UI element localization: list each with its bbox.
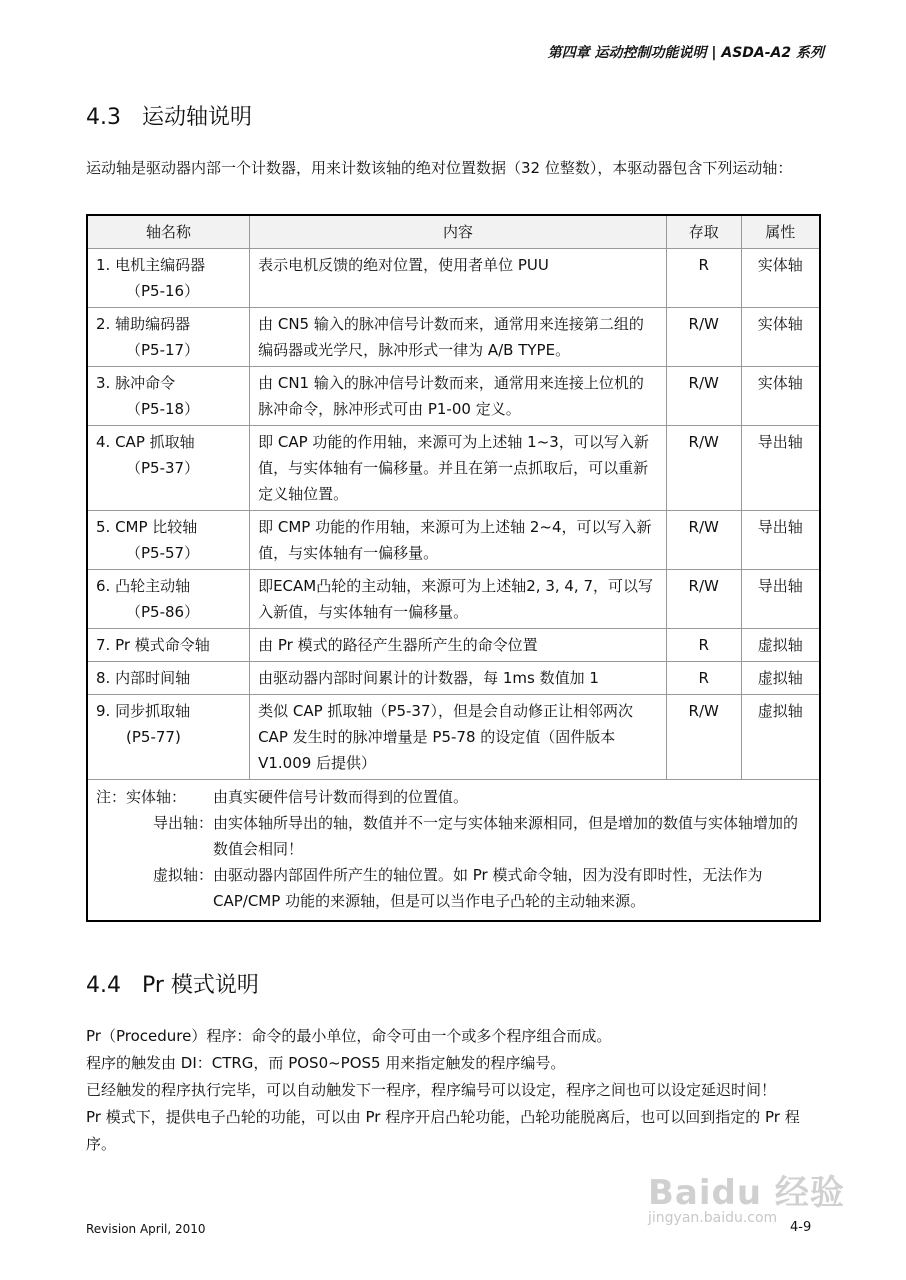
notes-row <box>87 780 820 922</box>
axis-description: 即 CAP 功能的作用轴，来源可为上述轴 1~3，可以写入新值，与实体轴有一偏移量。并且在第一点抓取后，可以重新定义轴位置。 <box>250 426 667 511</box>
note-derived-axis <box>96 810 811 862</box>
table-row <box>87 308 820 367</box>
footer-page-number: 4-9 <box>790 1220 812 1235</box>
axis-description: 由 CN1 输入的脉冲信号计数而来，通常用来连接上位机的脉冲命令，脉冲形式可由 P1-00 定义。 <box>250 367 667 426</box>
axis-description: 由 Pr 模式的路径产生器所产生的命令位置 <box>250 629 667 662</box>
axis-access: R/W <box>666 570 741 629</box>
axis-param: (P5-77) <box>126 728 181 746</box>
axis-access: R/W <box>666 308 741 367</box>
axis-name: 6. 凸轮主动轴 <box>96 577 191 595</box>
axis-name-cell <box>87 249 250 308</box>
intro-paragraph: 运动轴是驱动器内部一个计数器，用来计数该轴的绝对位置数据（32 位整数），本驱动器包含下列运动轴： <box>86 159 793 177</box>
column-header-content: 内容 <box>250 215 667 249</box>
note-label: 导出轴： <box>152 814 213 832</box>
axis-attribute: 实体轴 <box>741 367 820 426</box>
note-physical-axis <box>96 784 811 810</box>
axis-attribute: 虚拟轴 <box>741 662 820 695</box>
axis-attribute: 实体轴 <box>741 308 820 367</box>
axis-description: 表示电机反馈的绝对位置，使用者单位 PUU <box>250 249 667 308</box>
table-row <box>87 662 820 695</box>
axis-name: 9. 同步抓取轴 <box>96 702 191 720</box>
axis-access: R <box>666 662 741 695</box>
axis-param: （P5-37） <box>126 459 200 477</box>
page-header: 第四章 运动控制功能说明 | ASDA-A2 系列 <box>547 45 824 61</box>
watermark-brand: Baidu 经验 <box>648 1173 845 1213</box>
axis-name-cell <box>87 695 250 780</box>
axis-name: 5. CMP 比较轴 <box>96 518 198 536</box>
axis-name-cell <box>87 367 250 426</box>
column-header-attribute: 属性 <box>741 215 820 249</box>
table-row <box>87 695 820 780</box>
axis-attribute: 导出轴 <box>741 570 820 629</box>
axis-access: R/W <box>666 511 741 570</box>
table-row <box>87 249 820 308</box>
section-4-3-heading <box>86 100 252 131</box>
table-row <box>87 511 820 570</box>
axis-access: R <box>666 249 741 308</box>
section-title: Pr 模式说明 <box>142 973 259 998</box>
axis-name-cell <box>87 570 250 629</box>
axis-access: R/W <box>666 367 741 426</box>
axis-name: 7. Pr 模式命令轴 <box>96 636 210 654</box>
axis-name: 1. 电机主编码器 <box>96 256 206 274</box>
axis-description: 由驱动器内部时间累计的计数器，每 1ms 数值加 1 <box>250 662 667 695</box>
note-text: 由实体轴所导出的轴，数值并不一定与实体轴来源相同，但是增加的数值与实体轴增加的数值会相同！ <box>213 814 799 858</box>
note-text: 由真实硬件信号计数而得到的位置值。 <box>213 788 469 806</box>
axis-name: 2. 辅助编码器 <box>96 315 191 333</box>
pr-mode-description <box>86 1023 821 1158</box>
axis-name-cell <box>87 511 250 570</box>
table-row <box>87 570 820 629</box>
axis-param: （P5-17） <box>126 341 200 359</box>
pr-paragraph: Pr 模式下，提供电子凸轮的功能，可以由 Pr 程序开启凸轮功能，凸轮功能脱离后，也可以回到指定的 Pr 程序。 <box>86 1108 800 1153</box>
axis-access: R/W <box>666 426 741 511</box>
column-header-access: 存取 <box>666 215 741 249</box>
footer-revision: Revision April, 2010 <box>86 1222 206 1236</box>
axis-description: 由 CN5 输入的脉冲信号计数而来，通常用来连接第二组的编码器或光学尺，脉冲形式一律为 A/B TYPE。 <box>250 308 667 367</box>
axis-attribute: 虚拟轴 <box>741 629 820 662</box>
table-row <box>87 629 820 662</box>
axis-attribute: 实体轴 <box>741 249 820 308</box>
axis-description: 即ECAM凸轮的主动轴，来源可为上述轴2, 3, 4, 7，可以写入新值，与实体轴有一偏移量。 <box>250 570 667 629</box>
axis-param: （P5-18） <box>126 400 200 418</box>
axis-access: R <box>666 629 741 662</box>
axis-param: （P5-57） <box>126 544 200 562</box>
section-title: 运动轴说明 <box>142 105 253 130</box>
baidu-watermark <box>648 1165 845 1226</box>
section-number: 4.4 <box>86 973 121 998</box>
table-row <box>87 367 820 426</box>
axis-param: （P5-16） <box>126 282 200 300</box>
axis-name: 8. 内部时间轴 <box>96 669 191 687</box>
motion-axis-table <box>86 214 821 922</box>
axis-access: R/W <box>666 695 741 780</box>
table-row <box>87 426 820 511</box>
axis-attribute: 导出轴 <box>741 511 820 570</box>
note-text: 由驱动器内部固件所产生的轴位置。如 Pr 模式命令轴，因为没有即时性，无法作为 CAP/CMP 功能的来源轴，但是可以当作电子凸轮的主动轴来源。 <box>213 866 763 910</box>
axis-description: 类似 CAP 抓取轴（P5-37），但是会自动修正让相邻两次 CAP 发生时的脉冲增量是 P5-78 的设定值（固件版本 V1.009 后提供） <box>250 695 667 780</box>
axis-name: 3. 脉冲命令 <box>96 374 176 392</box>
axis-name-cell <box>87 629 250 662</box>
axis-param: （P5-86） <box>126 603 200 621</box>
axis-attribute: 虚拟轴 <box>741 695 820 780</box>
section-4-4-heading <box>86 968 259 999</box>
axis-name: 4. CAP 抓取轴 <box>96 433 195 451</box>
axis-name-cell <box>87 662 250 695</box>
note-label: 虚拟轴： <box>152 866 213 884</box>
pr-paragraph: 程序的触发由 DI：CTRG，而 POS0~POS5 用来指定触发的程序编号。 <box>86 1054 566 1072</box>
note-label: 注：实体轴： <box>96 788 187 806</box>
notes-cell <box>87 780 820 922</box>
note-virtual-axis <box>96 862 811 914</box>
column-header-name: 轴名称 <box>87 215 250 249</box>
axis-name-cell <box>87 426 250 511</box>
table-body <box>87 249 820 780</box>
table-header-row <box>87 215 820 249</box>
pr-paragraph: Pr（Procedure）程序：命令的最小单位，命令可由一个或多个程序组合而成。 <box>86 1027 612 1045</box>
pr-paragraph: 已经触发的程序执行完毕，可以自动触发下一程序，程序编号可以设定，程序之间也可以设定延迟时间！ <box>86 1081 777 1099</box>
section-number: 4.3 <box>86 105 121 130</box>
watermark-url: jingyan.baidu.com <box>648 1210 778 1226</box>
axis-name-cell <box>87 308 250 367</box>
axis-attribute: 导出轴 <box>741 426 820 511</box>
axis-description: 即 CMP 功能的作用轴，来源可为上述轴 2~4，可以写入新值，与实体轴有一偏移量。 <box>250 511 667 570</box>
